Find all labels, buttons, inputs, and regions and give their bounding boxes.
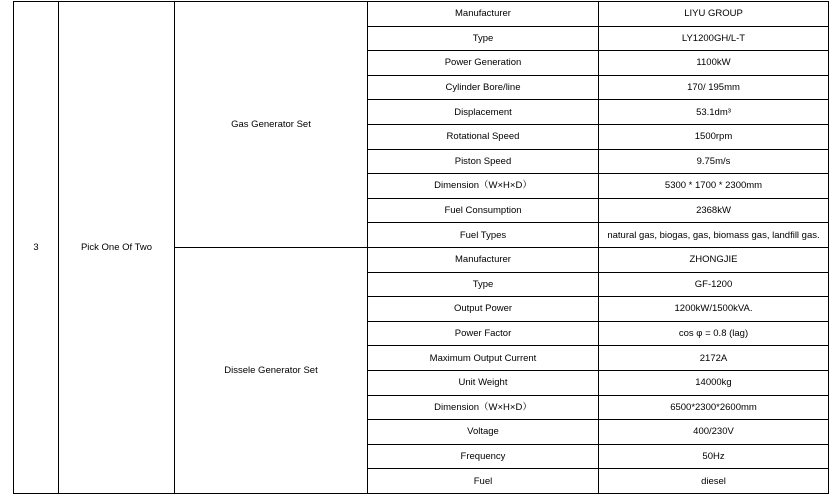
parameter-value-cell: 170/ 195mm: [599, 75, 829, 100]
parameter-name-cell: Manufacturer: [368, 247, 599, 272]
parameter-value-cell: 1100kW: [599, 51, 829, 76]
parameter-name-cell: Power Generation: [368, 51, 599, 76]
parameter-name-cell: Voltage: [368, 420, 599, 445]
spec-table-body: [14, 2, 829, 494]
parameter-value-cell: ZHONGJIE: [599, 247, 829, 272]
parameter-name-cell: Frequency: [368, 444, 599, 469]
parameter-name-cell: Cylinder Bore/line: [368, 75, 599, 100]
parameter-value-cell: 14000kg: [599, 370, 829, 395]
parameter-value-cell: 9.75m/s: [599, 149, 829, 174]
parameter-name-cell: Dimension（W×H×D）: [368, 395, 599, 420]
table-row: [14, 2, 829, 27]
parameter-value-cell: 53.1dm³: [599, 100, 829, 125]
parameter-name-cell: Power Factor: [368, 321, 599, 346]
generator-spec-table: [13, 1, 829, 494]
parameter-name-cell: Piston Speed: [368, 149, 599, 174]
parameter-name-cell: Fuel Consumption: [368, 198, 599, 223]
parameter-value-cell: diesel: [599, 469, 829, 494]
parameter-value-cell: LIYU GROUP: [599, 2, 829, 27]
parameter-value-cell: LY1200GH/L-T: [599, 26, 829, 51]
parameter-name-cell: Manufacturer: [368, 2, 599, 27]
generator-set-name-cell: Gas Generator Set: [175, 2, 368, 248]
parameter-value-cell: 50Hz: [599, 444, 829, 469]
row-number-cell: 3: [14, 2, 59, 494]
parameter-name-cell: Dimension（W×H×D）: [368, 174, 599, 199]
parameter-value-cell: 400/230V: [599, 420, 829, 445]
parameter-name-cell: Fuel Types: [368, 223, 599, 248]
parameter-value-cell: 5300 * 1700 * 2300mm: [599, 174, 829, 199]
parameter-value-cell: cos φ = 0.8 (lag): [599, 321, 829, 346]
parameter-value-cell: 6500*2300*2600mm: [599, 395, 829, 420]
parameter-value-cell: 1500rpm: [599, 124, 829, 149]
parameter-value-cell: 1200kW/1500kVA.: [599, 297, 829, 322]
parameter-value-cell: 2172A: [599, 346, 829, 371]
parameter-name-cell: Rotational Speed: [368, 124, 599, 149]
parameter-name-cell: Type: [368, 272, 599, 297]
parameter-name-cell: Displacement: [368, 100, 599, 125]
parameter-name-cell: Output Power: [368, 297, 599, 322]
parameter-name-cell: Fuel: [368, 469, 599, 494]
parameter-value-cell: 2368kW: [599, 198, 829, 223]
parameter-name-cell: Maximum Output Current: [368, 346, 599, 371]
option-cell: Pick One Of Two: [59, 2, 175, 494]
generator-set-name-cell: Dissele Generator Set: [175, 247, 368, 493]
parameter-name-cell: Type: [368, 26, 599, 51]
parameter-value-cell: natural gas, biogas, gas, biomass gas, landfill gas.: [599, 223, 829, 248]
parameter-value-cell: GF-1200: [599, 272, 829, 297]
parameter-name-cell: Unit Weight: [368, 370, 599, 395]
